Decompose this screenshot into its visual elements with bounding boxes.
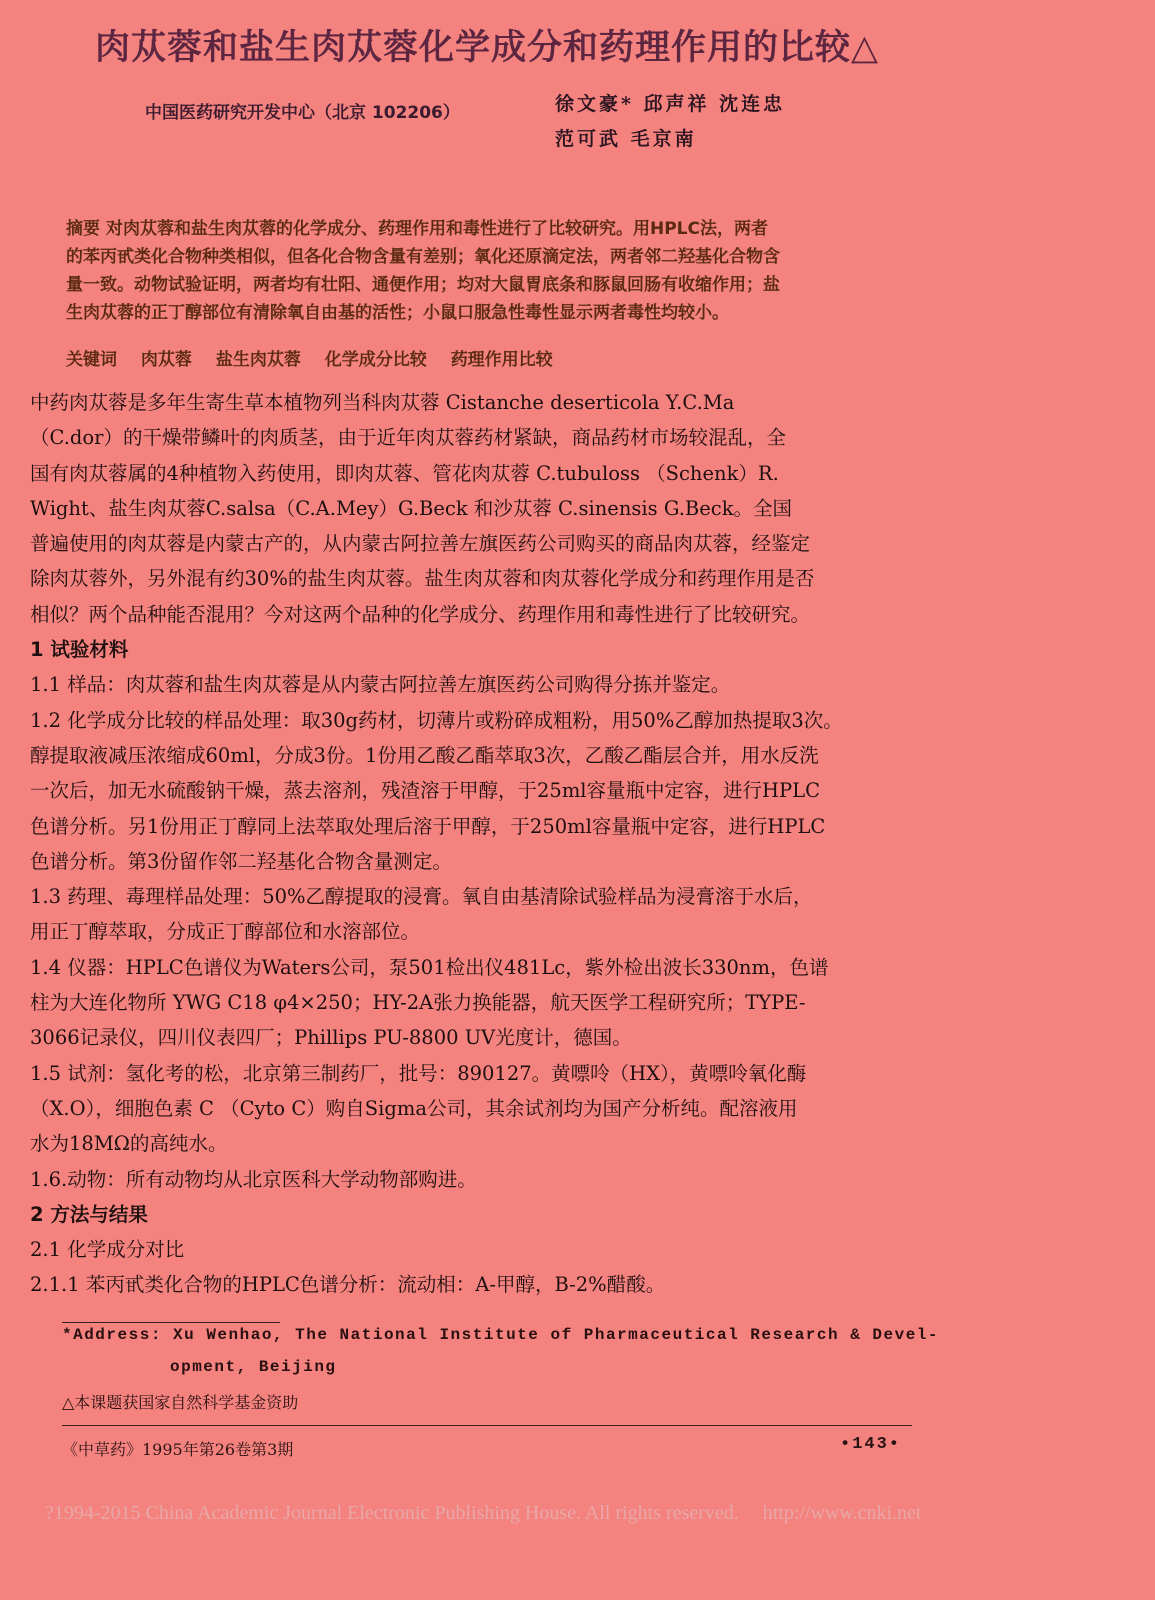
body-line: Wight、盐生肉苁蓉C.salsa（C.A.Mey）G.Beck 和沙苁蓉 C.sinensis G.Beck。全国 [30,496,793,520]
abstract-line [66,215,936,243]
body-line: （C.dor）的干燥带鳞叶的肉质茎，由于近年肉苁蓉药材紧缺，商品药材市场较混乱，全 [30,426,786,450]
keywords-label: 关键词 [66,350,117,370]
abstract-text: 对肉苁蓉和盐生肉苁蓉的化学成分、药理作用和毒性进行了比较研究。用HPLC法，两者 [106,219,768,239]
body-line: 除肉苁蓉外，另外混有约30%的盐生肉苁蓉。盐生肉苁蓉和肉苁蓉化学成分和药理作用是否 [30,567,815,591]
keyword: 药理作用比较 [450,350,553,370]
body-line: 水为18MΩ的高纯水。 [30,1132,228,1156]
keyword: 盐生肉苁蓉 [215,350,301,370]
body-line: 2.1.1 苯丙甙类化合物的HPLC色谱分析：流动相：A-甲醇，B-2%醋酸。 [30,1273,666,1297]
body-line: 用正丁醇萃取，分成正丁醇部位和水溶部位。 [30,920,421,944]
footnote-address-line-2: opment, Beijing [170,1358,337,1376]
body-line: 醇提取液减压浓缩成60ml，分成3份。1份用乙酸乙酯萃取3次，乙酸乙酯层合并，用水反洗 [30,743,819,767]
body-line: 1.3 药理、毒理样品处理：50%乙醇提取的浸膏。氧自由基清除试验样品为浸膏溶于水后， [30,885,813,909]
copyright-notice [45,1502,921,1525]
body-line: 1.5 试剂：氢化考的松，北京第三制药厂，批号：890127。黄嘌呤（HX），黄嘌呤氧化酶 [30,1061,807,1085]
body-line: 2.1 化学成分对比 [30,1238,185,1262]
body-line: 色谱分析。第3份留作邻二羟基化合物含量测定。 [30,849,452,873]
keyword: 肉苁蓉 [140,350,192,370]
keyword: 化学成分比较 [324,350,427,370]
body-line: 相似？两个品种能否混用？今对这两个品种的化学成分、药理作用和毒性进行了比较研究。 [30,602,811,626]
keywords [66,345,571,370]
authors-line-2: 范可武 毛京南 [555,128,697,150]
paper-title: 肉苁蓉和盐生肉苁蓉化学成分和药理作用的比较△ [95,28,879,68]
section-heading: 2 方法与结果 [30,1202,148,1226]
body-line: 普遍使用的肉苁蓉是内蒙古产的，从内蒙古阿拉善左旗医药公司购买的商品肉苁蓉，经鉴定 [30,532,811,556]
abstract-label: 摘要 [66,219,100,239]
abstract-line: 的苯丙甙类化合物种类相似，但各化合物含量有差别；氧化还原滴定法，两者邻二羟基化合物含 [66,247,780,267]
body-text [30,385,970,1303]
journal-citation: 《中草药》1995年第26卷第3期 [62,1440,294,1459]
abstract-line: 生肉苁蓉的正丁醇部位有清除氧自由基的活性；小鼠口服急性毒性显示两者毒性均较小。 [66,303,729,323]
cnki-link[interactable]: http://www.cnki.net [762,1502,922,1524]
affiliation: 中国医药研究开发中心（北京 102206） [145,103,460,123]
body-line: 中药肉苁蓉是多年生寄生草本植物列当科肉苁蓉 Cistanche deserticola Y.C.Ma [30,391,735,414]
page-footer-divider [62,1425,912,1426]
body-line: 色谱分析。另1份用正丁醇同上法萃取处理后溶于甲醇，于250ml容量瓶中定容，进行HPLC [30,814,826,838]
body-line: 1.6.动物：所有动物均从北京医科大学动物部购进。 [30,1167,477,1191]
abstract [66,215,936,327]
copyright-text: ?1994-2015 China Academic Journal Electronic Publishing House. All rights reserved. [45,1502,739,1524]
body-line: （X.O），细胞色素 C （Cyto C）购自Sigma公司，其余试剂均为国产分析纯。配溶液用 [30,1096,798,1120]
body-line: 3066记录仪，四川仪表四厂；Phillips PU-8800 UV光度计，德国。 [30,1026,632,1050]
body-line: 柱为大连化物所 YWG C18 φ4×250；HY-2A张力换能器，航天医学工程研究所；TYPE- [30,991,806,1015]
section-heading: 1 试验材料 [30,638,129,662]
body-line: 1.1 样品：肉苁蓉和盐生肉苁蓉是从内蒙古阿拉善左旗医药公司购得分拣并鉴定。 [30,673,731,697]
body-line: 1.4 仪器：HPLC色谱仪为Waters公司，泵501检出仪481Lc，紫外检出波长330nm，色谱 [30,955,829,979]
page-number: •143• [840,1435,902,1454]
footnote-address-line-1: *Address: Xu Wenhao, The National Institute of Pharmaceutical Research & Devel- [62,1326,940,1344]
authors-line-1: 徐文豪* 邱声祥 沈连忠 [555,93,786,115]
body-line: 国有肉苁蓉属的4种植物入药使用，即肉苁蓉、管花肉苁蓉 C.tubuloss （Schenk）R. [30,461,779,485]
footnote-divider [62,1322,280,1323]
abstract-line: 量一致。动物试验证明，两者均有壮阳、通便作用；均对大鼠胃底条和豚鼠回肠有收缩作用；盐 [66,275,780,295]
body-line: 1.2 化学成分比较的样品处理：取30g药材，切薄片或粉碎成粗粉，用50%乙醇加热提取3次。 [30,708,843,732]
body-line: 一次后，加无水硫酸钠干燥，蒸去溶剂，残渣溶于甲醇，于25ml容量瓶中定容，进行HPLC [30,779,821,803]
footnote-funding: △本课题获国家自然科学基金资助 [62,1393,299,1412]
